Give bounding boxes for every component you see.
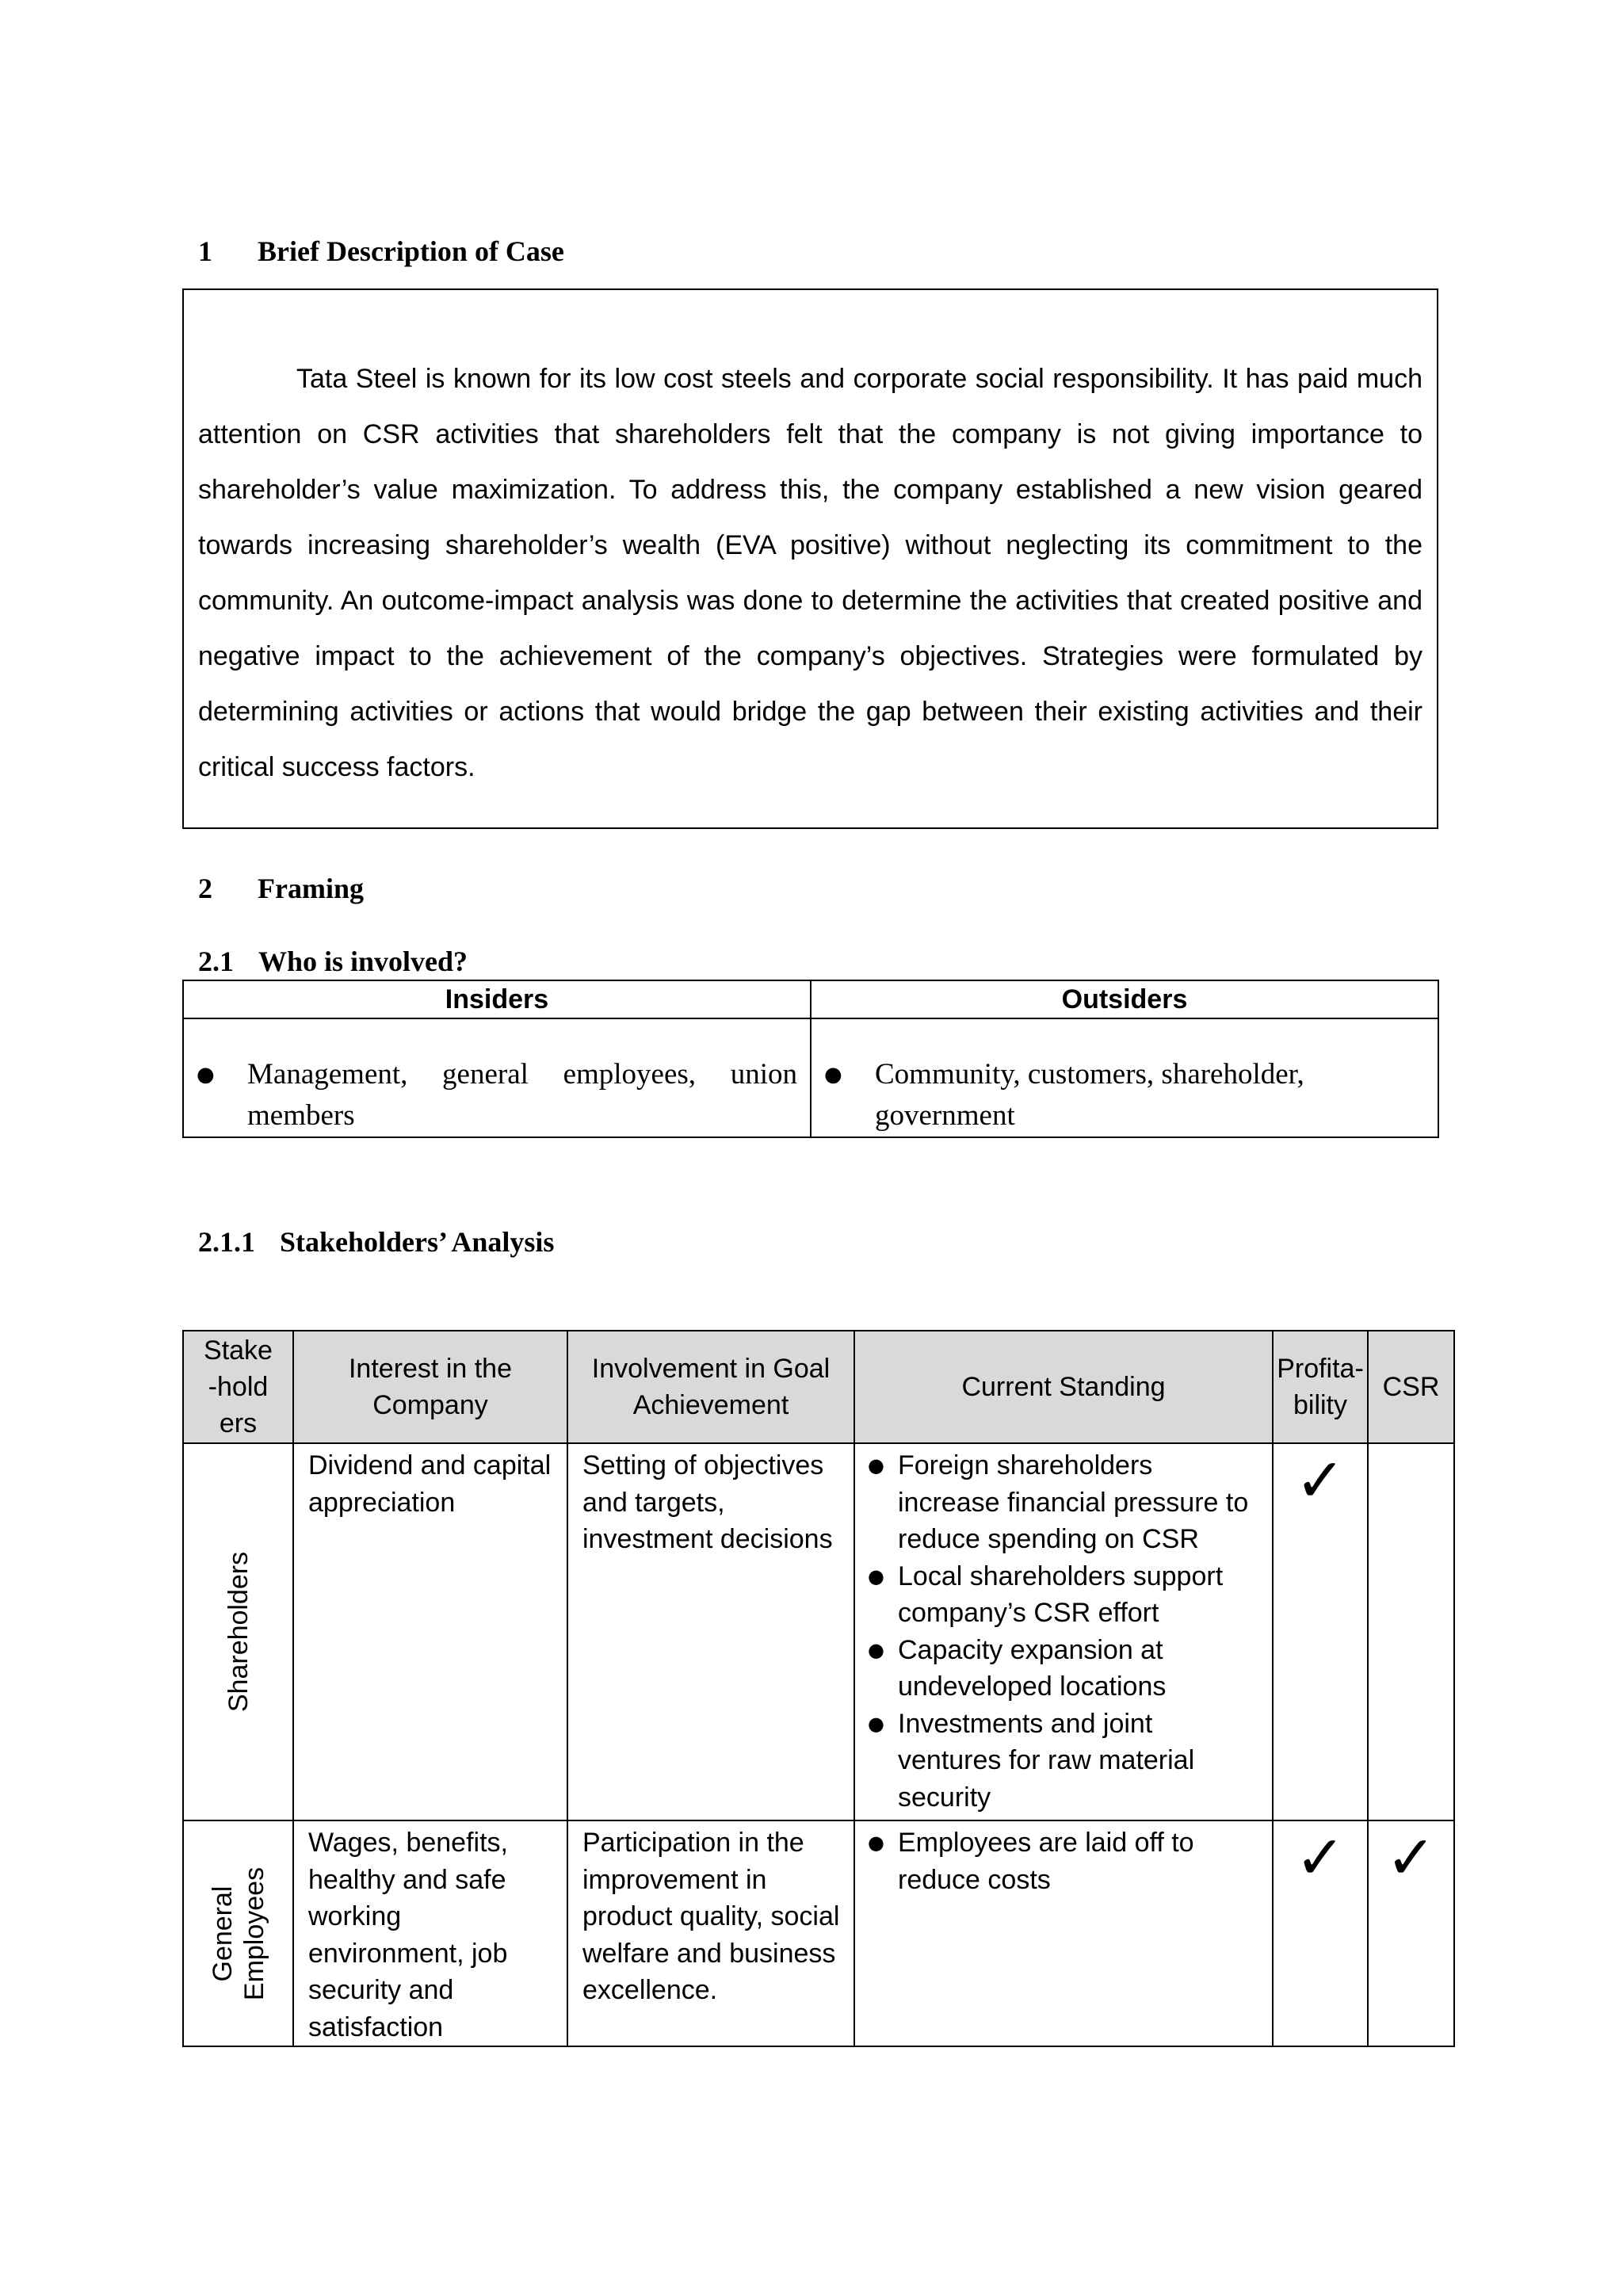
stakeholders-header: Stake-holders	[183, 1331, 293, 1443]
section-1-heading	[198, 235, 564, 268]
insiders-header: Insiders	[183, 980, 811, 1018]
list-item: ● Local shareholders support company’s CSR effort	[868, 1558, 1259, 1632]
row-label-general-employees	[183, 1820, 293, 2046]
csr-header: CSR	[1368, 1331, 1454, 1443]
table-row	[183, 1443, 1454, 1820]
involvement-header: Involvement in Goal Achievement	[567, 1331, 854, 1443]
outsiders-header: Outsiders	[811, 980, 1438, 1018]
involvement-cell: Setting of objectives and targets, investment decisions	[567, 1443, 854, 1820]
list-item: ● Investments and joint ventures for raw material security	[868, 1706, 1259, 1817]
insiders-list: Management, general employees, union members	[247, 1058, 797, 1132]
section-2-title: Framing	[258, 873, 364, 904]
section-2-heading	[198, 872, 364, 905]
outsiders-cell	[811, 1018, 1438, 1137]
section-2-1-1-heading	[198, 1225, 554, 1259]
profitability-header: Profita-bility	[1273, 1331, 1368, 1443]
case-description-box	[182, 288, 1438, 829]
checkmark-icon: ✓	[1295, 1822, 1346, 1893]
interest-cell: Dividend and capital appreciation	[293, 1443, 567, 1820]
current-standing-list	[868, 1824, 1259, 1898]
section-2-1-number: 2.1	[198, 946, 234, 977]
involved-parties-table	[182, 980, 1439, 1138]
bullet-icon: ●	[868, 1638, 884, 1661]
csr-cell	[1368, 1820, 1454, 2046]
row-label-text: General Employees	[207, 1866, 269, 2000]
list-item: ● Employees are laid off to reduce costs	[868, 1824, 1259, 1898]
section-2-1-heading	[198, 945, 468, 978]
bullet-icon: ●	[868, 1564, 884, 1587]
checkmark-icon: ✓	[1295, 1445, 1346, 1515]
case-description-text: Tata Steel is known for its low cost steels and corporate social responsibility. It has paid much attention on CSR activities that shareholders felt that the company is not giving importance to shareholder’s value maximization. To address this, the company established a new vision geared towards increasing shareholder’s wealth (EVA positive) without neglecting its commitment to the community. An outcome-impact analysis was done to determine the activities that created positive and negative impact to the achievement of the company’s objectives. Strategies were formulated by determining activities or actions that would bridge the gap between their existing activities and their critical success factors.	[198, 364, 1423, 782]
section-1-number: 1	[198, 235, 212, 267]
checkmark-icon: ✓	[1385, 1822, 1437, 1893]
current-standing-list	[868, 1447, 1259, 1816]
section-2-1-1-number: 2.1.1	[198, 1226, 255, 1258]
current-standing-cell	[854, 1820, 1273, 2046]
bullet-icon: ●	[868, 1832, 884, 1854]
involvement-cell: Participation in the improvement in product quality, social welfare and business excellence.	[567, 1820, 854, 2046]
interest-header: Interest in the Company	[293, 1331, 567, 1443]
row-label-shareholders	[183, 1443, 293, 1820]
outsiders-list: Community, customers, shareholder, government	[875, 1058, 1304, 1132]
bullet-icon: ●	[868, 1454, 884, 1477]
row-label-text: Shareholders	[223, 1551, 254, 1713]
current-standing-cell	[854, 1443, 1273, 1820]
section-1-title: Brief Description of Case	[258, 235, 564, 267]
bullet-icon: ●	[824, 1063, 842, 1087]
interest-cell: Wages, benefits, healthy and safe working environment, job security and satisfaction	[293, 1820, 567, 2046]
list-item: ● Capacity expansion at undeveloped locations	[868, 1632, 1259, 1706]
bullet-icon: ●	[197, 1063, 215, 1087]
bullet-icon: ●	[868, 1712, 884, 1735]
current-standing-header: Current Standing	[854, 1331, 1273, 1443]
stakeholders-analysis-table	[182, 1330, 1455, 2047]
insiders-cell	[183, 1018, 811, 1137]
section-2-number: 2	[198, 873, 212, 904]
section-2-1-title: Who is involved?	[258, 946, 468, 977]
profitability-cell	[1273, 1820, 1368, 2046]
profitability-cell	[1273, 1443, 1368, 1820]
table-row	[183, 1820, 1454, 2046]
list-item: ● Foreign shareholders increase financial pressure to reduce spending on CSR	[868, 1447, 1259, 1558]
csr-cell	[1368, 1443, 1454, 1820]
section-2-1-1-title: Stakeholders’ Analysis	[280, 1226, 555, 1258]
